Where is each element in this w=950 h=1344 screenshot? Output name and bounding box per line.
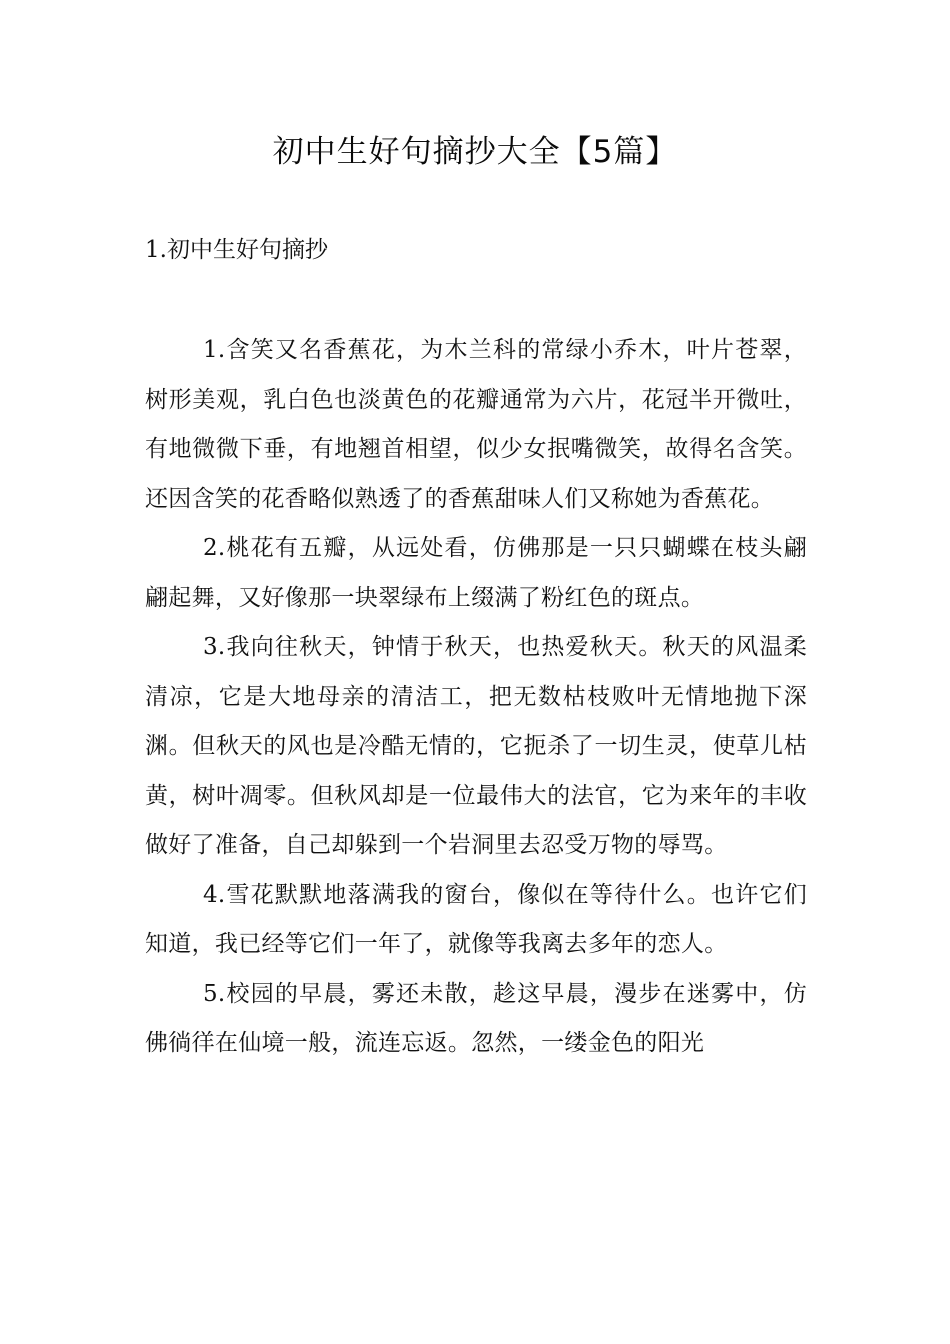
paragraph: 1.含笑又名香蕉花，为木兰科的常绿小乔木，叶片苍翠，树形美观，乳白色也淡黄色的花瓣通常为六片，花冠半开微吐，有地微微下垂，有地翘首相望，似少女抿嘴微笑，故得名含笑。还因含笑的花香略似熟透了的香蕉甜味人们又称她为香蕉花。 (145, 337, 807, 512)
document-body (145, 326, 807, 1069)
document-title: 初中生好句摘抄大全【5篇】 (272, 134, 678, 170)
paragraph: 4.雪花默默地落满我的窗台，像似在等待什么。也许它们知道，我已经等它们一年了，就像等我离去多年的恋人。 (145, 881, 807, 957)
paragraph: 5.校园的早晨，雾还未散，趁这早晨，漫步在迷雾中，仿佛徜徉在仙境一般，流连忘返。忽然，一缕金色的阳光 (145, 980, 807, 1056)
section-heading: 1.初中生好句摘抄 (145, 237, 328, 263)
paragraph: 3.我向往秋天，钟情于秋天，也热爱秋天。秋天的风温柔清凉，它是大地母亲的清洁工，把无数枯枝败叶无情地抛下深渊。但秋天的风也是冷酷无情的，它扼杀了一切生灵，使草儿枯黄，树叶凋零。但秋风却是一位最伟大的法官，它为来年的丰收做好了准备，自己却躲到一个岩洞里去忍受万物的辱骂。 (145, 634, 807, 858)
paragraph: 2.桃花有五瓣，从远处看，仿佛那是一只只蝴蝶在枝头翩翩起舞，又好像那一块翠绿布上缀满了粉红色的斑点。 (145, 535, 807, 611)
